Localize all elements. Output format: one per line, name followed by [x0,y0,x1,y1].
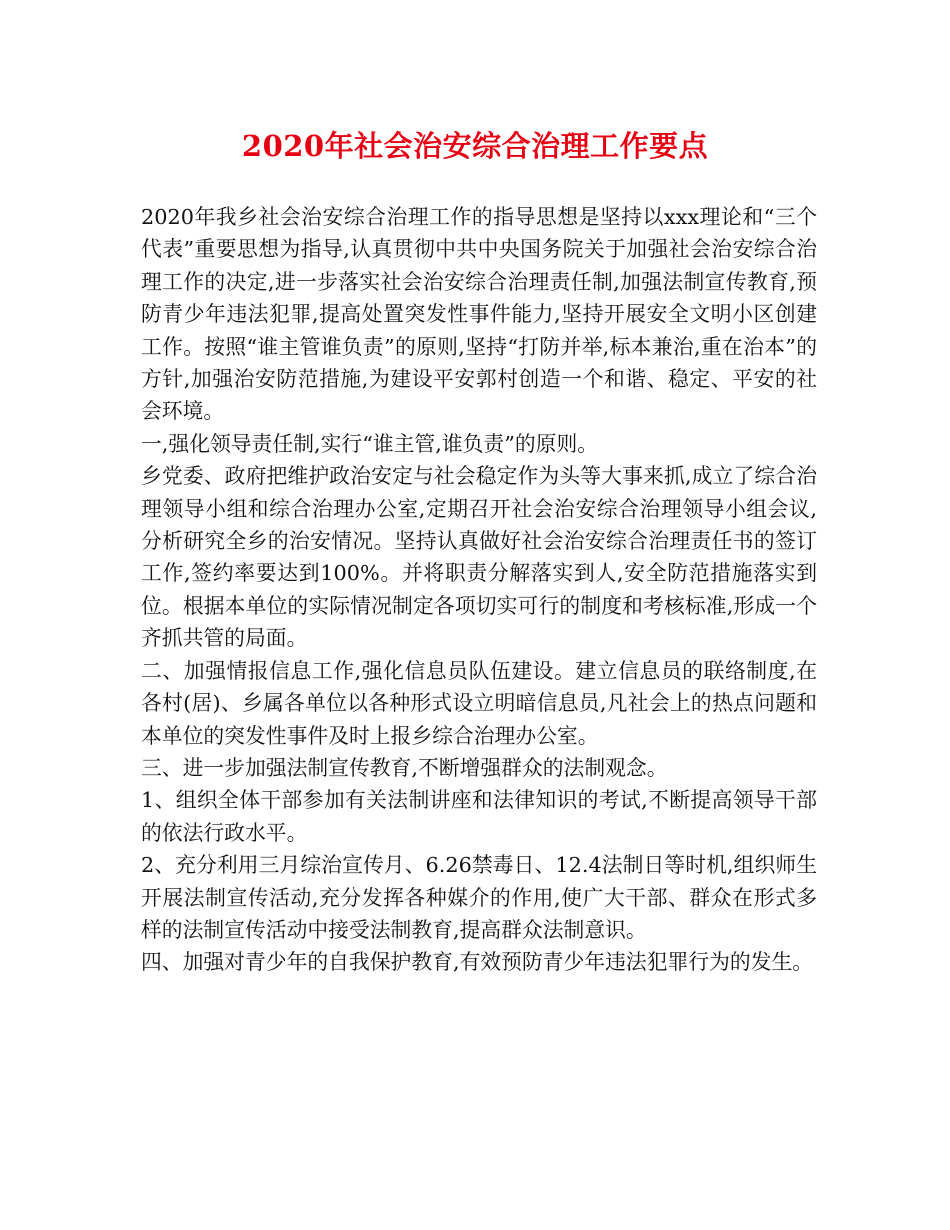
document-title: 2020年社会治安综合治理工作要点 [241,129,709,163]
section-heading-3: 三、进一步加强法制宣传教育,不断增强群众的法制观念。 [141,755,668,780]
list-item-2: 2、充分利用三月综治宣传月、6.26禁毒日、12.4法制日等时机,组织师生开展法制宣传活动,充分发挥各种媒介的作用,使广大干部、群众在形式多样的法制宣传活动中接受法制教育,提高群众法制意识。 [141,853,817,942]
paragraph-section-1: 乡党委、政府把维护政治安定与社会稳定作为头等大事来抓,成立了综合治理领导小组和综合治理办公室,定期召开社会治安综合治理领导小组会议,分析研究全乡的治安情况。坚持认真做好社会治安综合治理责任书的签订工作,签约率要达到100%。并将职责分解落实到人,安全防范措施落实到位。根据本单位的实际情况制定各项切实可行的制度和考核标准,形成一个齐抓共管的局面。 [141,464,817,651]
list-item-1: 1、组织全体干部参加有关法制讲座和法律知识的考试,不断提高领导干部的依法行政水平。 [141,788,817,845]
section-heading-4: 四、加强对青少年的自我保护教育,有效预防青少年违法犯罪行为的发生。 [141,950,814,975]
section-heading-2: 二、加强情报信息工作,强化信息员队伍建设。建立信息员的联络制度,在各村(居)、乡属各单位以各种形式设立明暗信息员,凡社会上的热点问题和本单位的突发性事件及时上报乡综合治理办公室。 [141,658,817,748]
paragraph-intro: 2020年我乡社会治安综合治理工作的指导思想是坚持以xxx理论和“三个代表”重要思想为指导,认真贯彻中共中央国务院关于加强社会治安综合治理工作的决定,进一步落实社会治安综合治理责任制,加强法制宣传教育,预防青少年违法犯罪,提高处置突发性事件能力,坚持开展安全文明小区创建工作。按照“谁主管谁负责”的原则,坚持“打防并举,标本兼治,重在治本”的方针,加强治安防范措施,为建设平安郭村创造一个和谐、稳定、平安的社会环境。 [141,205,817,424]
section-heading-1: 一,强化领导责任制,实行“谁主管,谁负责”的原则。 [141,431,599,456]
document-body [141,201,817,979]
